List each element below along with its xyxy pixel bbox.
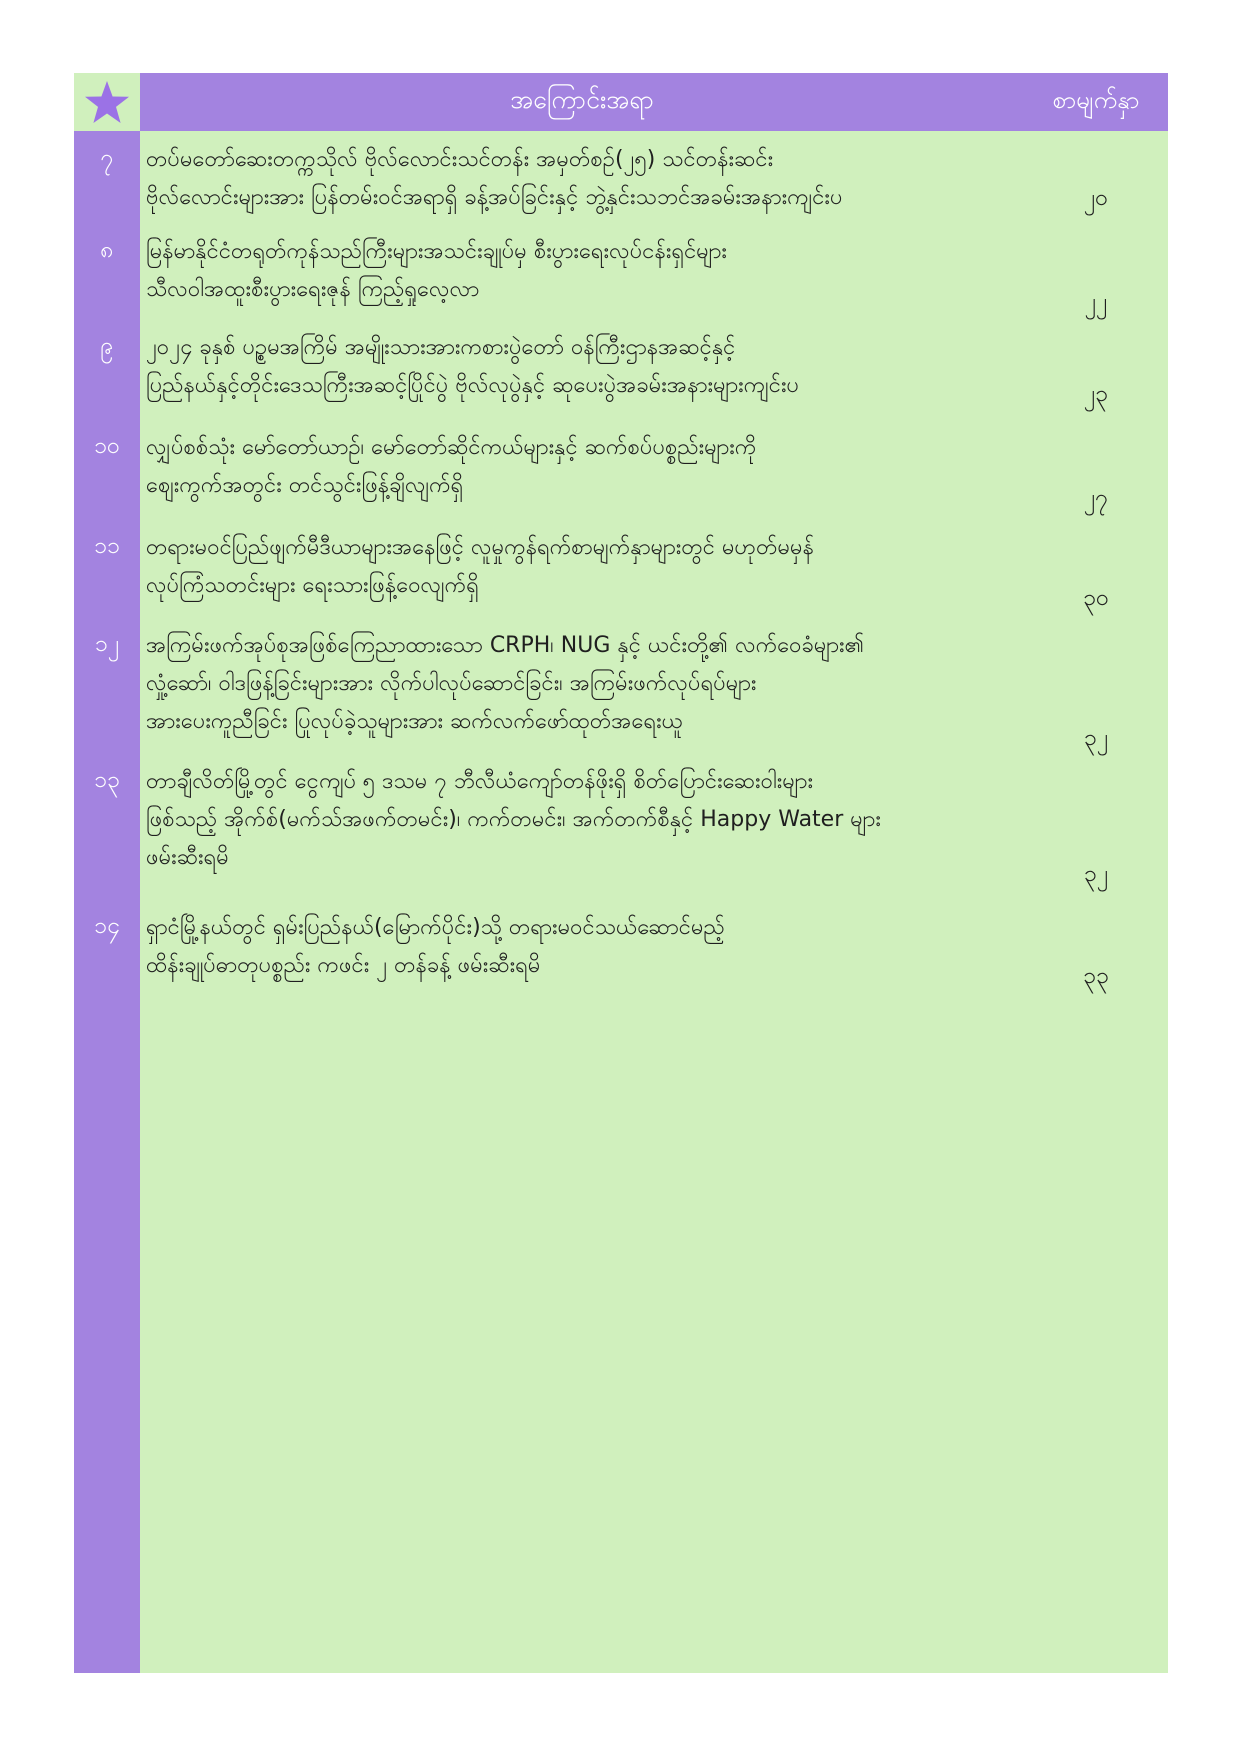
entry-title-line: မြန်မာနိုင်ငံတရုတ်ကုန်သည်ကြီးများအသင်းချုပ်မှ စီးပွားရေးလုပ်ငန်းရှင်များ xyxy=(146,239,727,264)
entry-title xyxy=(146,141,1026,217)
entry-title-line: တပ်မတော်ဆေးတက္ကသိုလ် ဗိုလ်လောင်းသင်တန်း အမှတ်စဉ်(၂၅) သင်တန်းဆင်း xyxy=(146,147,774,172)
entry-title xyxy=(146,909,1026,985)
entry-number: ၁၀ xyxy=(94,433,120,459)
entry-page-number: ၂၃ xyxy=(1083,381,1109,407)
entry-title-line: ဖြစ်သည့် အိုက်စ်(မက်သ်အဖက်တမင်း)၊ ကက်တမင်း၊ အက်တက်စီနှင့် Happy Water များ xyxy=(146,807,881,832)
entry-title-line: ရှာငံမြို့နယ်တွင် ရှမ်းပြည်နယ်(မြောက်ပိုင်း)သို့ တရားမဝင်သယ်ဆောင်မည့် xyxy=(146,915,725,940)
entry-number: ၁၁ xyxy=(94,533,120,559)
entry-title-line: ပြည်နယ်နှင့်တိုင်းဒေသကြီးအဆင့်ပြိုင်ပွဲ ဗိုလ်လုပွဲနှင့် ဆုပေးပွဲအခမ်းအနားများကျင်းပ xyxy=(146,373,800,398)
entry-number: ၉ xyxy=(100,333,114,359)
entry-page-number: ၂၂ xyxy=(1084,289,1108,315)
entry-title xyxy=(146,329,1026,405)
entry-title-line: လျှပ်စစ်သုံး မော်တော်ယာဉ်၊ မော်တော်ဆိုင်ကယ်များနှင့် ဆက်စပ်ပစ္စည်းများကို xyxy=(146,435,757,460)
entry-title-line: အကြမ်းဖက်အုပ်စုအဖြစ်ကြေညာထားသော CRPH၊ NUG နှင့် ယင်းတို့၏ လက်ဝေခံများ၏ xyxy=(146,633,865,658)
header-page-label: စာမျက်နှာ xyxy=(1052,86,1140,114)
entry-number: ၁၂ xyxy=(94,631,120,657)
toc-entry[interactable] xyxy=(74,909,1168,995)
entry-title xyxy=(146,429,1026,505)
entry-title xyxy=(146,763,1026,877)
toc-entry[interactable] xyxy=(74,233,1168,321)
entry-page-number: ၂၀ xyxy=(1083,185,1109,211)
star-icon xyxy=(84,80,130,124)
toc-header xyxy=(74,73,1168,131)
entry-title xyxy=(146,529,1026,605)
table-of-contents xyxy=(74,73,1168,1673)
entry-title xyxy=(146,233,1026,309)
entry-number: ၁၄ xyxy=(94,913,120,939)
entry-page-number: ၃၂ xyxy=(1083,725,1109,751)
entry-title-line: ဗိုလ်လောင်းများအား ပြန်တမ်းဝင်အရာရှိ ခန့်အပ်ခြင်းနှင့် ဘွဲ့နှင်းသဘင်အခမ်းအနားကျင်းပ xyxy=(146,185,843,210)
entry-title-line: လှုံ့ဆော်၊ ဝါဒဖြန့်ခြင်းများအား လိုက်ပါလုပ်ဆောင်ခြင်း၊ အကြမ်းဖက်လုပ်ရပ်များ xyxy=(146,671,757,696)
entry-page-number: ၂၇ xyxy=(1083,485,1109,511)
toc-entry[interactable] xyxy=(74,763,1168,893)
entry-title-line: တာချီလိတ်မြို့တွင် ငွေကျပ် ၅ ဒသမ ၇ ဘီလီယံကျော်တန်ဖိုးရှိ စိတ်ပြောင်းဆေးဝါးများ xyxy=(146,769,814,794)
entry-title-line: စျေးကွက်အတွင်း တင်သွင်းဖြန့်ချိလျက်ရှိ xyxy=(146,473,464,498)
entry-page-number: ၃၂ xyxy=(1083,861,1109,887)
toc-entry[interactable] xyxy=(74,627,1168,757)
entry-page-number: ၃၃ xyxy=(1083,963,1109,989)
header-title: အကြောင်းအရာ xyxy=(510,84,654,114)
entry-title-line: သီလဝါအထူးစီးပွားရေးဇုန် ကြည့်ရှုလေ့လာ xyxy=(146,277,480,302)
entry-page-number: ၃၀ xyxy=(1083,585,1109,611)
toc-entry[interactable] xyxy=(74,529,1168,617)
entry-title-line: ဖမ်းဆီးရမိ xyxy=(146,845,229,870)
entry-title-line: လုပ်ကြံသတင်းများ ရေးသားဖြန့်ဝေလျက်ရှိ xyxy=(146,573,479,598)
entry-title-line: အားပေးကူညီခြင်း ပြုလုပ်ခဲ့သူများအား ဆက်လက်ဖော်ထုတ်အရေးယူ xyxy=(146,709,684,734)
toc-entry[interactable] xyxy=(74,141,1168,217)
entry-number: ၈ xyxy=(100,237,114,263)
toc-entry[interactable] xyxy=(74,429,1168,517)
entry-title-line: ထိန်းချုပ်ဓာတုပစ္စည်း ကဖင်း ၂ တန်ခန့် ဖမ်းဆီးရမိ xyxy=(146,953,541,978)
entry-number: ၁၃ xyxy=(94,767,120,793)
entry-title xyxy=(146,627,1026,741)
star-cell xyxy=(74,73,140,131)
toc-entry[interactable] xyxy=(74,329,1168,413)
entry-title-line: ၂၀၂၄ ခုနှစ် ပဉ္စမအကြိမ် အမျိုးသားအားကစားပွဲတော် ဝန်ကြီးဌာနအဆင့်နှင့် xyxy=(146,335,736,360)
entry-title-line: တရားမဝင်ပြည်ဖျက်မီဒီယာများအနေဖြင့် လူမှုကွန်ရက်စာမျက်နှာများတွင် မဟုတ်မမှန် xyxy=(146,535,815,560)
entry-number: ၇ xyxy=(100,145,114,171)
